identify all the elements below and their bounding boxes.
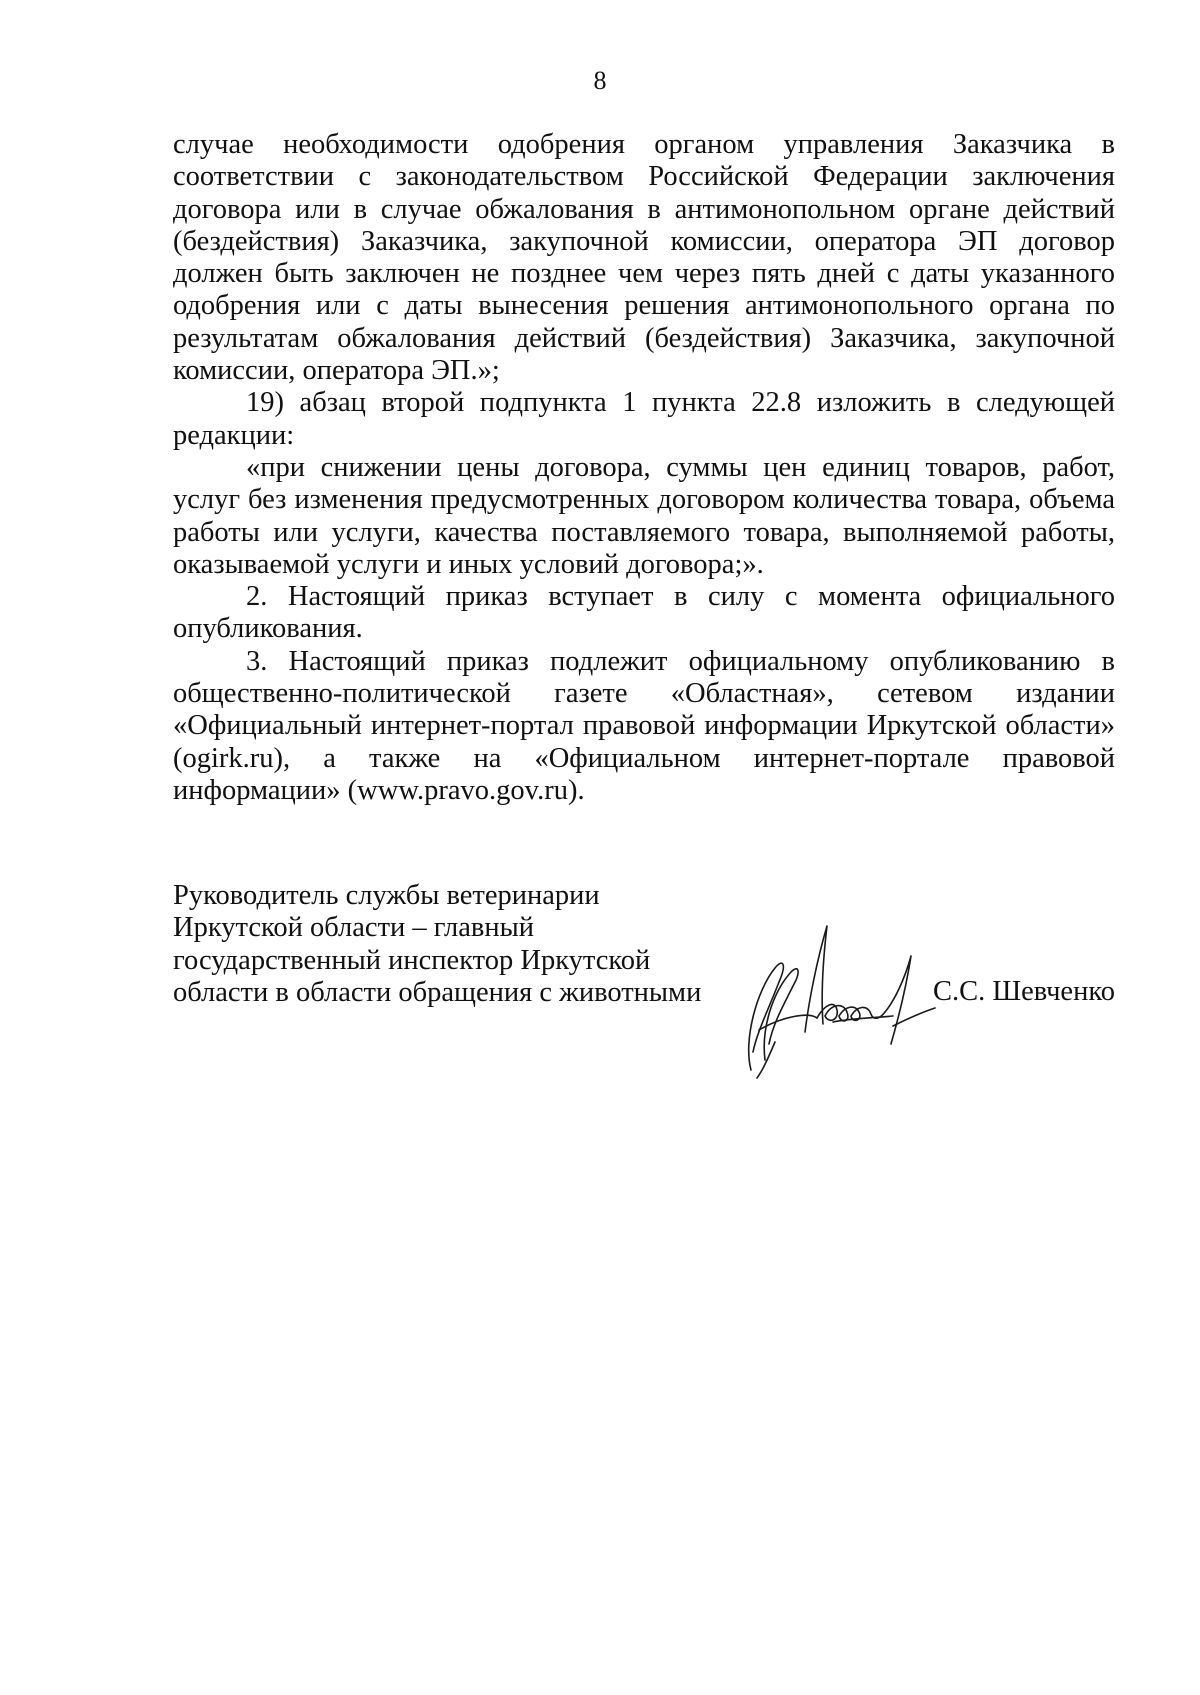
signer-title-line: области в области обращения с животными — [173, 976, 702, 1008]
paragraph-continuation: случае необходимости одобрения органом управления Заказчика в соответствии с законодательством Российской Федерации заключения договора или в случае обжалования в антимонопольном органе действий (бездействия) Заказчика, закупочной комиссии, оператора ЭП договор должен быть заключен не позднее чем через пять дней с даты указанного одобрения или с даты вынесения решения антимонопольного органа по результатам обжалования действий (бездействия) Заказчика, закупочной комиссии, оператора ЭП.»; — [173, 129, 1115, 387]
signer-title — [173, 880, 733, 1009]
paragraph-item-2: 2. Настоящий приказ вступает в силу с момента официального опубликования. — [173, 581, 1115, 645]
document-body — [173, 129, 1115, 807]
paragraph-item-19: 19) абзац второй подпункта 1 пункта 22.8 изложить в следующей редакции: — [173, 387, 1115, 451]
handwritten-signature-icon — [713, 920, 943, 1080]
paragraph-item-3: 3. Настоящий приказ подлежит официальному опубликованию в общественно-политической газете «Областная», сетевом издании «Официальный интернет-портал правовой информации Иркутской области» (ogirk.ru), а также на «Официальном интернет-портале правовой информации» (www.pravo.gov.ru). — [173, 645, 1115, 806]
page-number: 8 — [593, 66, 607, 95]
signature-block — [173, 880, 1115, 1080]
signer-title-line: Руководитель службы ветеринарии — [173, 880, 600, 911]
signer-name: С.С. Шевченко — [932, 976, 1115, 1007]
signer-title-line: Иркутской области – главный — [173, 912, 534, 944]
paragraph-quoted-amendment: «при снижении цены договора, суммы цен единиц товаров, работ, услуг без изменения предусмотренных договором количества товара, объема работы или услуги, качества поставляемого товара, выполняемой работы, оказываемой услуги и иных условий договора;». — [173, 451, 1115, 580]
signer-title-line: государственный инспектор Иркутской — [173, 944, 651, 976]
